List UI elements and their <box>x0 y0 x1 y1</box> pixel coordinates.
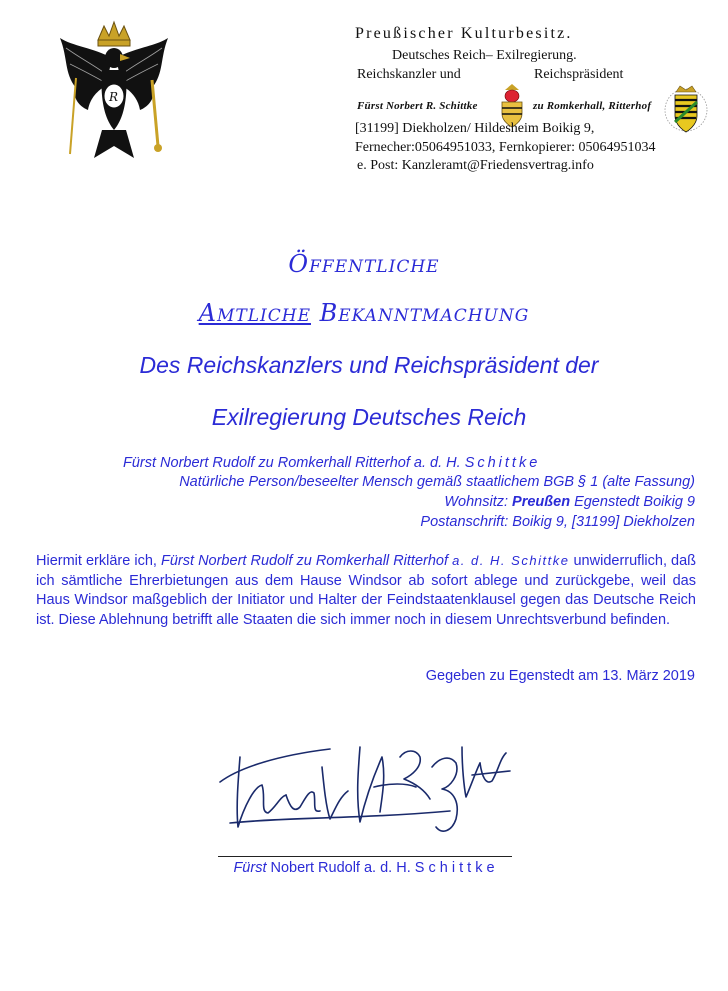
prussian-eagle-icon <box>54 18 174 168</box>
info-name-spaced: Schittke <box>464 455 541 471</box>
body-start: Hiermit erkläre ich, <box>36 553 161 569</box>
saxony-crest-icon <box>664 82 708 140</box>
heading-line-4: Exilregierung Deutsches Reich <box>211 404 527 430</box>
phone-fax-line: Fernecher:05064951033, Fernkopierer: 05064951034 <box>355 140 656 155</box>
residence-country: Preußen <box>512 494 571 510</box>
signature-line <box>218 856 512 857</box>
org-title: Preußischer Kulturbesitz. <box>355 25 573 42</box>
script-name-left: Fürst Norbert R. Schittke <box>357 100 478 112</box>
body-name-spaced: a. d. H. Schittke <box>452 553 570 568</box>
heading-line-2-rest: Bekanntmachung <box>310 299 530 327</box>
body-rest: unwiderruflich, daß ich sämtliche Ehrerbietungen aus dem Hause Windsor ab sofort ablege und zurückgebe, weil das Haus Windsor maßgeblich der Initiator und Halter der Feindstaatenklausel gegen das Deutsche Reich ist. Diese Ablehnung betrifft alle Staaten die sich immer noch in diesem Unrechtsverbund befinden. <box>36 553 697 628</box>
signer-name-rest: Nobert Rudolf a. d. H. S c h i t t k e <box>266 860 495 876</box>
heading-line-3: Des Reichskanzlers und Reichspräsident der <box>139 352 599 378</box>
heading-underlined-word: Amtliche <box>198 299 311 327</box>
info-name-prefix: Fürst Norbert Rudolf zu Romkerhall Ritterhof a. d. H. <box>123 455 465 471</box>
heading-line-2 <box>0 299 728 327</box>
info-name <box>123 455 540 471</box>
signer-name <box>0 860 728 876</box>
info-residence <box>444 494 695 510</box>
address-line: [31199] Diekholzen/ Hildesheim Boikig 9, <box>355 121 595 136</box>
role-president: Reichspräsident <box>534 67 624 82</box>
given-date-line: Gegeben zu Egenstedt am 13. März 2019 <box>425 668 695 684</box>
info-person: Natürliche Person/beseelter Mensch gemäß staatlichem BGB § 1 (alte Fassung) <box>179 474 695 490</box>
signer-title: Fürst <box>233 860 267 876</box>
svg-text:R: R <box>109 90 119 104</box>
script-name-right: zu Romkerhall, Ritterhof <box>533 100 652 112</box>
residence-rest: Egenstedt Boikig 9 <box>570 494 695 510</box>
body-name: Fürst Norbert Rudolf zu Romkerhall Ritterhof <box>160 553 453 569</box>
role-chancellor: Reichskanzler und <box>357 67 461 82</box>
residence-label: Wohnsitz: <box>444 494 513 510</box>
email-line: e. Post: Kanzleramt@Friedensvertrag.info <box>357 158 594 173</box>
heading-line-1: Öffentliche <box>288 250 440 278</box>
declaration-paragraph <box>36 551 696 630</box>
handwritten-signature <box>210 727 520 842</box>
info-postal: Postanschrift: Boikig 9, [31199] Diekholzen <box>420 514 695 530</box>
org-subtitle: Deutsches Reich– Exilregierung. <box>392 48 577 63</box>
